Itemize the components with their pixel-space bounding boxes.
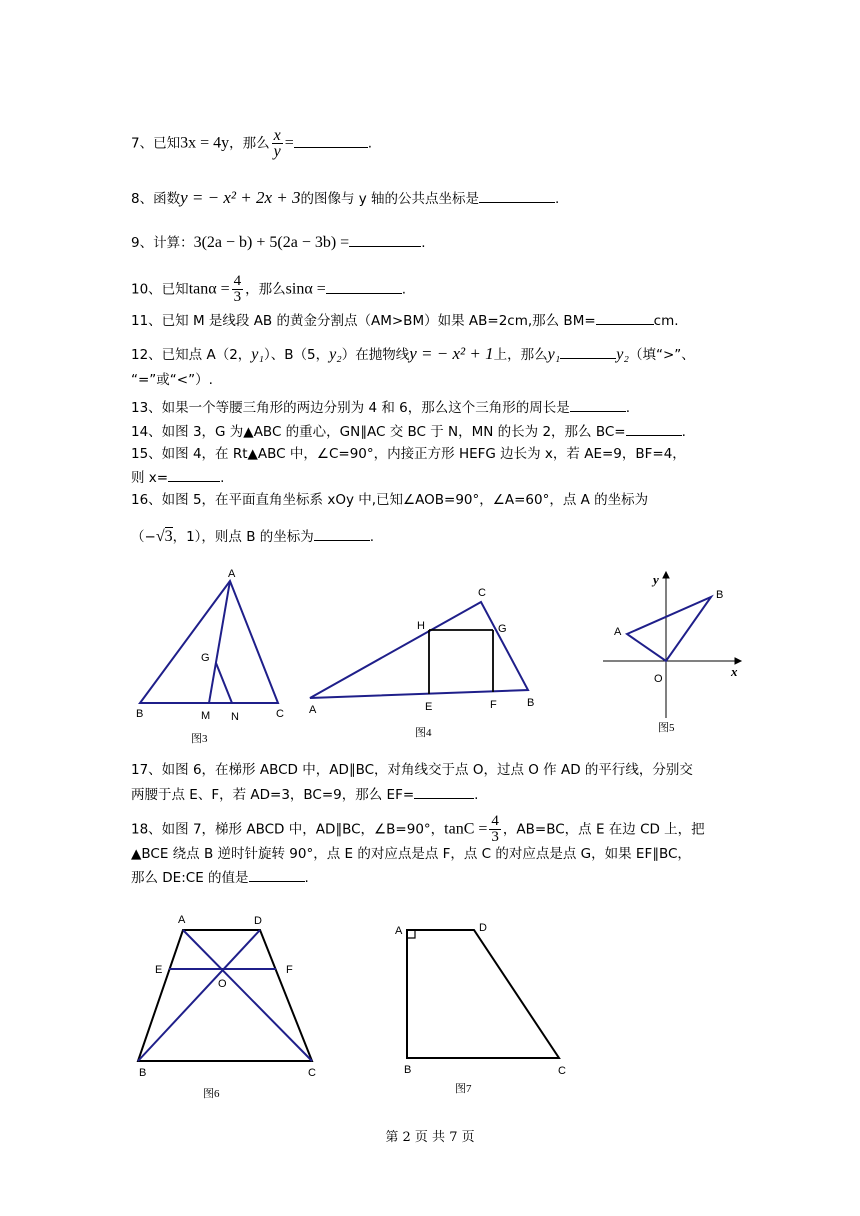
question-9: 9、计算：3(2a − b) + 5(2a − 3b) = . (131, 234, 426, 251)
label-b: B (527, 697, 535, 709)
question-17-line2: 两腰于点 E、F，若 AD=3，BC=9，那么 EF= . (131, 784, 478, 805)
question-16: 16、如图 5，在平面直角坐标系 xOy 中,已知∠AOB=90°，∠A=60°，点 A 的坐标为 (131, 492, 649, 508)
question-10: 10、已知tanα = $\frac{4}{3}$ ，那么sinα = . (131, 273, 407, 305)
right-angle-mark (407, 930, 415, 938)
figure-3 (130, 563, 300, 748)
label-b: B (716, 589, 724, 601)
answer-blank[interactable] (349, 232, 421, 247)
label-e: E (425, 701, 433, 713)
answer-blank[interactable] (294, 133, 368, 148)
label-d: D (254, 915, 262, 927)
fraction: $\frac{4}{3}$ (491, 813, 499, 845)
answer-blank[interactable] (326, 279, 402, 294)
label-e: E (155, 964, 163, 976)
label-c: C (558, 1065, 566, 1077)
fraction: $\frac{x}{y}$ (273, 127, 281, 160)
answer-blank[interactable] (414, 784, 474, 799)
sqrt-expression: √3 (155, 528, 173, 545)
answer-blank[interactable] (626, 421, 682, 436)
figure-7 (390, 915, 580, 1080)
diagonal-bd (138, 930, 260, 1061)
function-expression: y = − x² + 2x + 3 (180, 188, 301, 207)
answer-blank[interactable] (570, 397, 626, 412)
question-16-line2: （−√3，1），则点 B 的坐标为 . (131, 528, 375, 545)
function-expression: y = − x² + 1 (409, 344, 494, 363)
label-o: O (654, 673, 663, 685)
label-a: A (614, 626, 622, 638)
label-o: O (218, 978, 227, 990)
label-c: C (308, 1067, 316, 1078)
fraction: $\frac{4}{3}$ (233, 273, 242, 305)
answer-blank[interactable] (314, 526, 370, 541)
answer-blank[interactable] (596, 310, 654, 325)
triangle-abc (310, 602, 528, 698)
label-c: C (276, 708, 284, 720)
triangle-abc (140, 581, 278, 703)
label-a: A (228, 568, 236, 580)
answer-blank[interactable] (249, 867, 305, 882)
question-12: 12、已知点 A（2，y₁）、B（5，y₂）在抛物线y = − x² + 1上，那么y₁ y₂（填“>”、 (131, 344, 695, 363)
label-g: G (498, 623, 507, 635)
median-am (209, 581, 230, 703)
trapezoid-abcd (407, 930, 559, 1058)
page-footer: 第 2 页 共 7 页 (385, 1130, 475, 1145)
segment-gn (216, 663, 232, 703)
figure-6 (130, 908, 330, 1078)
label-g: G (201, 652, 210, 664)
figure-5 (595, 568, 750, 738)
question-15: 15、如图 4，在 Rt▲ABC 中，∠C=90°，内接正方形 HEFG 边长为 x，若 AE=9，BF=4， (131, 446, 686, 462)
caption-fig5: 图5 (658, 722, 675, 734)
caption-fig3: 图3 (191, 733, 208, 745)
label-b: B (404, 1064, 412, 1076)
answer-blank[interactable] (560, 344, 616, 359)
label-f: F (286, 964, 293, 976)
question-13: 13、如果一个等腰三角形的两边分别为 4 和 6，那么这个三角形的周长是 . (131, 397, 630, 418)
label-b: B (139, 1067, 147, 1078)
question-18-line3: 那么 DE:CE 的值是 . (131, 867, 309, 888)
question-8: 8、函数y = − x² + 2x + 3的图像与 y 轴的公共点坐标是 . (131, 188, 560, 207)
question-18-line2: ▲BCE 绕点 B 逆时针旋转 90°，点 E 的对应点是点 F，点 C 的对应点是点 G，如果 EF∥BC， (131, 846, 691, 862)
label-c: C (478, 587, 486, 599)
label-m: M (201, 710, 211, 722)
trapezoid-abcd (138, 930, 312, 1061)
question-18: 18、如图 7，梯形 ABCD 中，AD∥BC，∠B=90°，tanC = $\frac{4}{3}$ ，AB=BC，点 E 在边 CD 上，把 (131, 813, 705, 845)
question-17: 17、如图 6，在梯形 ABCD 中，AD∥BC，对角线交于点 O，过点 O 作 AD 的平行线，分别交 (131, 762, 693, 778)
label-a: A (395, 925, 403, 937)
label-y-axis: y (653, 572, 659, 587)
vector-expression: 3(2a − b) + 5(2a − 3b) = (193, 234, 350, 251)
label-a: A (309, 704, 317, 716)
equation: 3x = 4y (180, 134, 230, 152)
figure-4 (300, 582, 550, 742)
label-b: B (136, 708, 144, 720)
question-12-line2: “=”或“<”）. (131, 372, 213, 388)
caption-fig4: 图4 (415, 727, 432, 739)
answer-blank[interactable] (168, 467, 220, 482)
caption-fig6-text: 图6 (203, 1088, 220, 1100)
question-7: 7、已知3x = 4y，那么 $\frac{x}{y}$ = . (131, 127, 373, 160)
label-f: F (490, 699, 497, 711)
triangle-aob (627, 597, 711, 661)
label-a: A (178, 914, 186, 926)
label-x-axis: x (731, 664, 738, 679)
label-n: N (231, 711, 239, 723)
diagonal-ac (183, 930, 312, 1061)
question-11: 11、已知 M 是线段 AB 的黄金分割点（AM>BM）如果 AB=2cm,那么 BM= cm. (131, 310, 679, 331)
question-15-line2: 则 x= . (131, 467, 224, 488)
label-d: D (479, 922, 487, 934)
question-14: 14、如图 3，G 为▲ABC 的重心，GN∥AC 交 BC 于 N，MN 的长为 2，那么 BC= . (131, 421, 686, 442)
answer-blank[interactable] (479, 188, 555, 203)
label-h: H (417, 620, 425, 632)
caption-fig7-text: 图7 (455, 1083, 472, 1095)
